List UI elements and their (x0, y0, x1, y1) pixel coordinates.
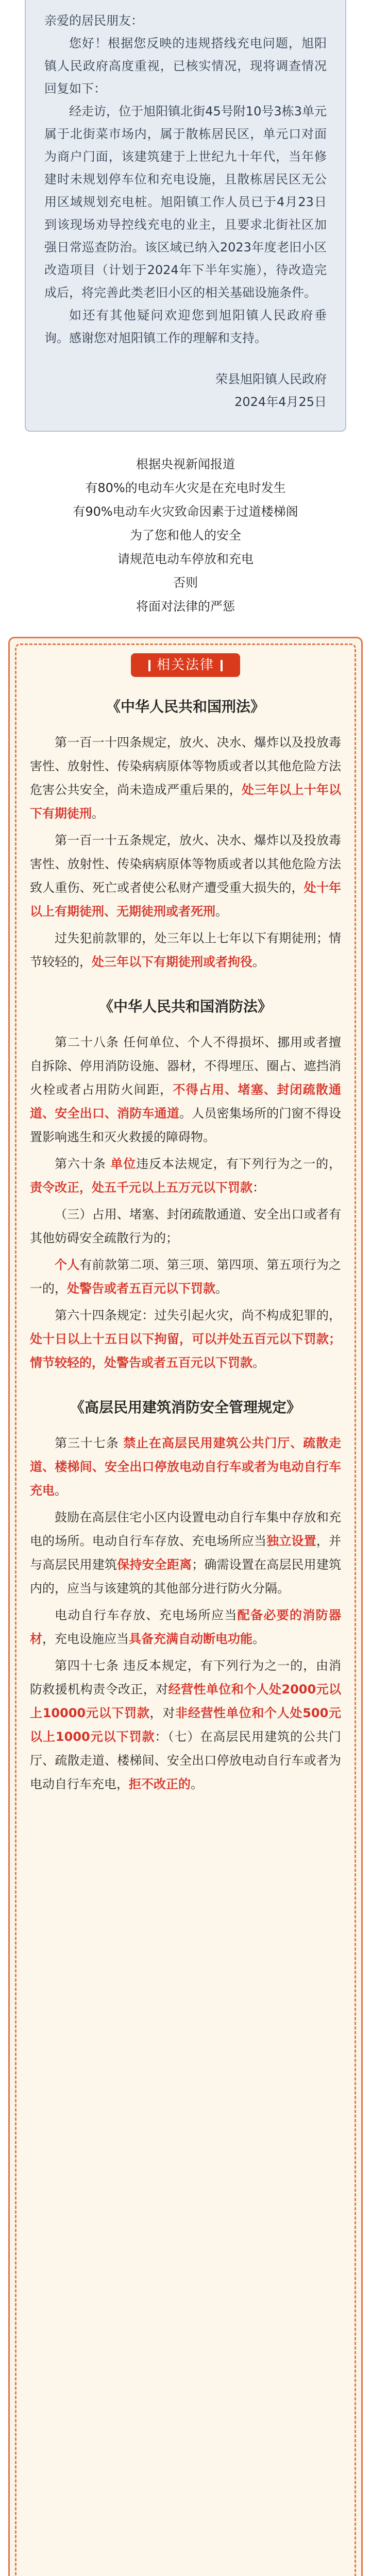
fire-article-60-individual (30, 1253, 341, 1300)
emphasis: 个人 (55, 1258, 80, 1272)
text: 有前款第二项、第三项、第四项、第五项行为之一的， (30, 1258, 342, 1296)
text: 第二十八条 任何单位、个人不得损坏、挪用或者擅自拆除、停用消防设施、器材，不得埋压、圈占、遮挡消火栓或者占用防火间距， (30, 1035, 341, 1097)
related-law-label: 相关法律 (156, 657, 214, 673)
law-title-criminal: 《中华人民共和国刑法》 (106, 698, 265, 715)
criminal-article-115-negligence (30, 926, 341, 974)
text: 过失犯前款罪的，处三年以上七年以下有期徒刑；情节较轻的， (30, 931, 341, 969)
emphasis: 责令改正，处五千元以上五万元以下罚款 (30, 1180, 252, 1195)
text: 。 (252, 1355, 265, 1370)
fire-article-60-item-3: （三）占用、堵塞、封闭疏散通道、安全出口或者有其他妨碍安全疏散行为的； (30, 1207, 341, 1245)
text: ，并与高层民用建筑 (30, 1534, 342, 1572)
text: ；确需设置在高层民用建筑内的，应当与该建筑的其他部分进行防火分隔。 (30, 1557, 342, 1596)
law-title-highrise: 《高层民用建筑消防安全管理规定》 (70, 1399, 301, 1416)
text: 第三十七条 (55, 1436, 124, 1450)
text: ，充电设施应当 (42, 1632, 129, 1646)
text: 。人员密集场所的门窗不得设置影响逃生和灭火救援的障碍物。 (30, 1106, 341, 1144)
related-law-tag (131, 653, 240, 677)
emphasis: 非经营性单位和个人处500元以上1000元以下罚款 (30, 1706, 342, 1744)
text: 。 (215, 904, 228, 919)
text: ： (252, 1180, 265, 1195)
emphasis: 处十日以上十五日以下拘留，可以并处五百元以下罚款；情节较轻的，处警告或者五百元以下罚款 (30, 1332, 341, 1370)
text: 。 (191, 1777, 203, 1791)
emphasis: 不得占用、堵塞、封闭疏散通道、安全出口、消防车通道 (30, 1082, 341, 1121)
criminal-article-114 (30, 731, 341, 825)
emphasis: 独立设置 (266, 1534, 316, 1548)
law-title-fire: 《中华人民共和国消防法》 (98, 998, 272, 1015)
warning-line: 请规范电动车停放和充电 (117, 552, 254, 566)
letter-greeting: 亲爱的居民朋友： (44, 13, 143, 28)
text: 。 (215, 1281, 228, 1296)
emphasis: 处警告或者五百元以下罚款 (67, 1281, 215, 1296)
text: 。 (92, 806, 104, 821)
warning-line: 将面对法律的严惩 (136, 599, 235, 614)
letter-paragraph-3: 如还有其他疑问欢迎您到旭阳镇人民政府垂询。感谢您对旭阳镇工作的理解和支持。 (44, 308, 327, 345)
text: ，对 (149, 1706, 175, 1720)
emphasis: 配备必要的消防器材 (30, 1608, 342, 1646)
emphasis: 处十年以上有期徒刑、无期徒刑或者死刑 (30, 880, 342, 919)
tag-bar-right (221, 660, 223, 671)
fire-article-28 (30, 1030, 341, 1149)
text: 第六十四条规定：过失引起火灾，尚不构成犯罪的， (55, 1308, 341, 1323)
fire-article-64 (30, 1303, 341, 1375)
text: 。 (252, 955, 265, 969)
warning-line: 为了您和他人的安全 (130, 528, 241, 543)
law-frame (8, 637, 363, 2576)
warning-line: 根据央视新闻报道 (136, 457, 235, 471)
text: 鼓励在高层住宅小区内设置电动自行车集中存放和充电的场所。电动自行车存放、充电场所应当 (30, 1510, 341, 1548)
emphasis: 处三年以下有期徒刑或者拘役 (92, 955, 252, 969)
law-frame-inner (15, 643, 356, 2576)
reply-letter (25, 0, 346, 432)
text: 第四十七条 违反本规定，有下列行为之一的，由消防救援机构责令改正，对 (30, 1658, 341, 1697)
warning-line: 否则 (173, 575, 198, 590)
warning-line: 有90%电动车火灾致命因素于过道楼梯阁 (73, 504, 298, 519)
highrise-article-37-para-2 (30, 1505, 341, 1600)
text: 。 (252, 1632, 265, 1646)
criminal-article-115 (30, 828, 341, 923)
letter-sign-org: 荣县旭阳镇人民政府 (215, 372, 327, 386)
letter-paragraph-2: 经走访，位于旭阳镇北街45号附10号3栋3单元属于北街菜市场内，属于散栋居民区，单元口对面为商户门面，该建筑建于上世纪九十年代，当年修建时未规划停车位和充电设施，且散栋居民区无公用区域规划充电桩。旭阳镇工作人员已于4月23日到该现场劝导控线充电的业主，且要求北街社区加强日常巡查防治。该区域已纳入2023年度老旧小区改造项目（计划于2024年下半年实施），待改造完成后，将完善此类老旧小区的相关基础设施条件。 (44, 104, 327, 300)
text: 。 (55, 1483, 67, 1498)
text: ：（七）在高层民用建筑的公共门厅、疏散走道、楼梯间、安全出口停放电动自行车或者为电动自行车充电， (30, 1730, 342, 1791)
text: 电动自行车存放、充电场所应当 (55, 1608, 238, 1622)
text: 第六十条 (55, 1157, 111, 1171)
emphasis: 经营性单位和个人处2000元以上10000元以下罚款 (30, 1682, 342, 1720)
text: 违反本法规定，有下列行为之一的， (136, 1157, 342, 1171)
emphasis: 具备充满自动断电功能 (129, 1632, 252, 1646)
emphasis: 拒不改正的 (129, 1777, 191, 1791)
highrise-article-37 (30, 1431, 341, 1502)
fire-article-60 (30, 1152, 341, 1199)
letter-sign-date: 2024年4月25日 (234, 395, 327, 409)
text: 第一百一十四条规定，放火、决水、爆炸以及投放毒害性、放射性、传染病病原体等物质或者以其他危险方法危害公共安全，尚未造成严重后果的， (30, 735, 341, 797)
emphasis: 保持安全距离 (117, 1557, 192, 1572)
tag-bar-left (148, 660, 150, 671)
highrise-article-47 (30, 1654, 341, 1796)
emphasis: 处三年以上十年以下有期徒刑 (30, 783, 342, 821)
letter-paragraph-1: 您好！根据您反映的违规搭线充电问题，旭阳镇人民政府高度重视，已核实情况，现将调查情况回复如下： (44, 36, 327, 96)
emphasis: 单位 (110, 1157, 137, 1171)
emphasis: 禁止在高层民用建筑公共门厅、疏散走道、楼梯间、安全出口停放电动自行车或者为电动自行车充电 (30, 1436, 341, 1498)
warning-lines (0, 432, 371, 637)
text: 第一百一十五条规定，放火、决水、爆炸以及投放毒害性、放射性、传染病病原体等物质或者以其他危险方法致人重伤、死亡或者使公私财产遭受重大损失的， (30, 833, 341, 895)
warning-line: 有80%的电动车火灾是在充电时发生 (85, 481, 286, 495)
highrise-article-37-para-3 (30, 1603, 341, 1651)
